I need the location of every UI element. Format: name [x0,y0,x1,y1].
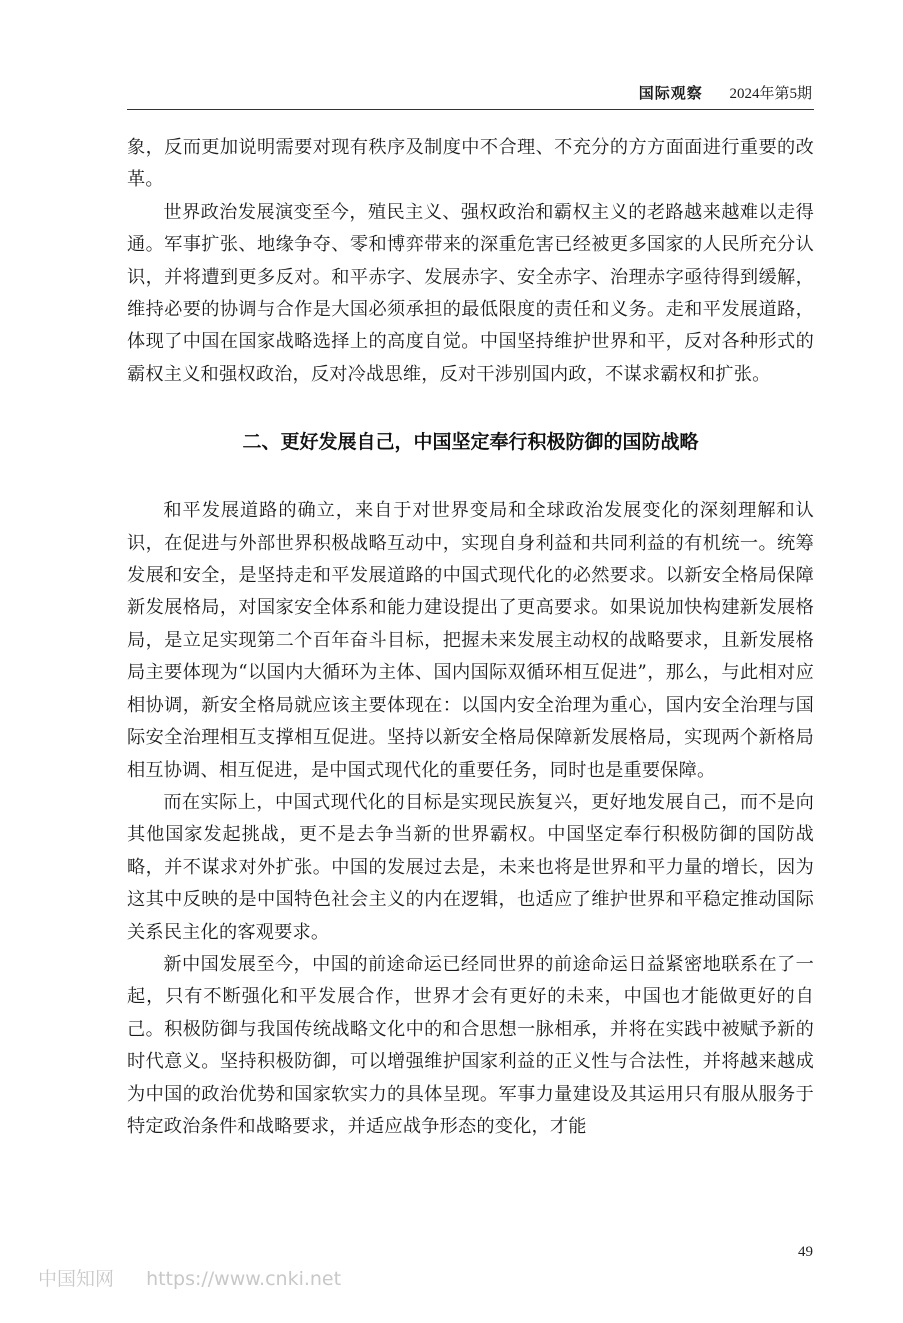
watermark-site-name: 中国知网 [38,1268,115,1290]
watermark-url: https://www.cnki.net [146,1268,342,1290]
paragraph: 和平发展道路的确立，来自于对世界变局和全球政治发展变化的深刻理解和认识，在促进与外部世界积极战略互动中，实现自身利益和共同利益的有机统一。统筹发展和安全，是坚持走和平发展道路的中国式现代化的必然要求。以新安全格局保障新发展格局，对国家安全体系和能力建设提出了更高要求。如果说加快构建新发展格局，是立足实现第二个百年奋斗目标，把握未来发展主动权的战略要求，且新发展格局主要体现为“以国内大循环为主体、国内国际双循环相互促进”，那么，与此相对应相协调，新安全格局就应该主要体现在：以国内安全治理为重心，国内安全治理与国际安全治理相互支撑相互促进。坚持以新安全格局保障新发展格局，实现两个新格局相互协调、相互促进，是中国式现代化的重要任务，同时也是重要保障。 [127,500,814,781]
issue-label: 2024年第5期 [729,86,812,102]
paragraph: 新中国发展至今，中国的前途命运已经同世界的前途命运日益紧密地联系在了一起，只有不断强化和平发展合作，世界才会有更好的未来，中国也才能做更好的自己。积极防御与我国传统战略文化中的和合思想一脉相承，并将在实践中被赋予新的时代意义。坚持积极防御，可以增强维护国家利益的正义性与合法性，并将越来越成为中国的政治优势和国家软实力的具体呈现。军事力量建设及其运用只有服从服务于特定政治条件和战略要求，并适应战争形态的变化，才能 [127,953,814,1137]
watermark [38,1264,341,1291]
running-header [127,78,814,110]
page-number: 49 [798,1244,813,1260]
journal-name: 国际观察 [638,84,703,102]
header-rule [127,109,814,110]
article-body [127,132,814,1143]
paragraph-continued: 象，反而更加说明需要对现有秩序及制度中不合理、不充分的方方面面进行重要的改革。 [127,137,814,191]
paragraph: 世界政治发展演变至今，殖民主义、强权政治和霸权主义的老路越来越难以走得通。军事扩张、地缘争夺、零和博弈带来的深重危害已经被更多国家的人民所充分认识，并将遭到更多反对。和平赤字、发展赤字、安全赤字、治理赤字亟待得到缓解，维持必要的协调与合作是大国必须承担的最低限度的责任和义务。走和平发展道路，体现了中国在国家战略选择上的高度自觉。中国坚持维护世界和平，反对各种形式的霸权主义和强权政治，反对冷战思维，反对干涉别国内政，不谋求霸权和扩张。 [127,201,814,385]
section-heading: 二、更好发展自己，中国坚定奉行积极防御的国防战略 [242,431,699,454]
paragraph: 而在实际上，中国式现代化的目标是实现民族复兴，更好地发展自己，而不是向其他国家发起挑战，更不是去争当新的世界霸权。中国坚定奉行积极防御的国防战略，并不谋求对外扩张。中国的发展过去是，未来也将是世界和平力量的增长，因为这其中反映的是中国特色社会主义的内在逻辑，也适应了维护世界和平稳定推动国际关系民主化的客观要求。 [127,791,814,943]
header-right [639,82,812,103]
